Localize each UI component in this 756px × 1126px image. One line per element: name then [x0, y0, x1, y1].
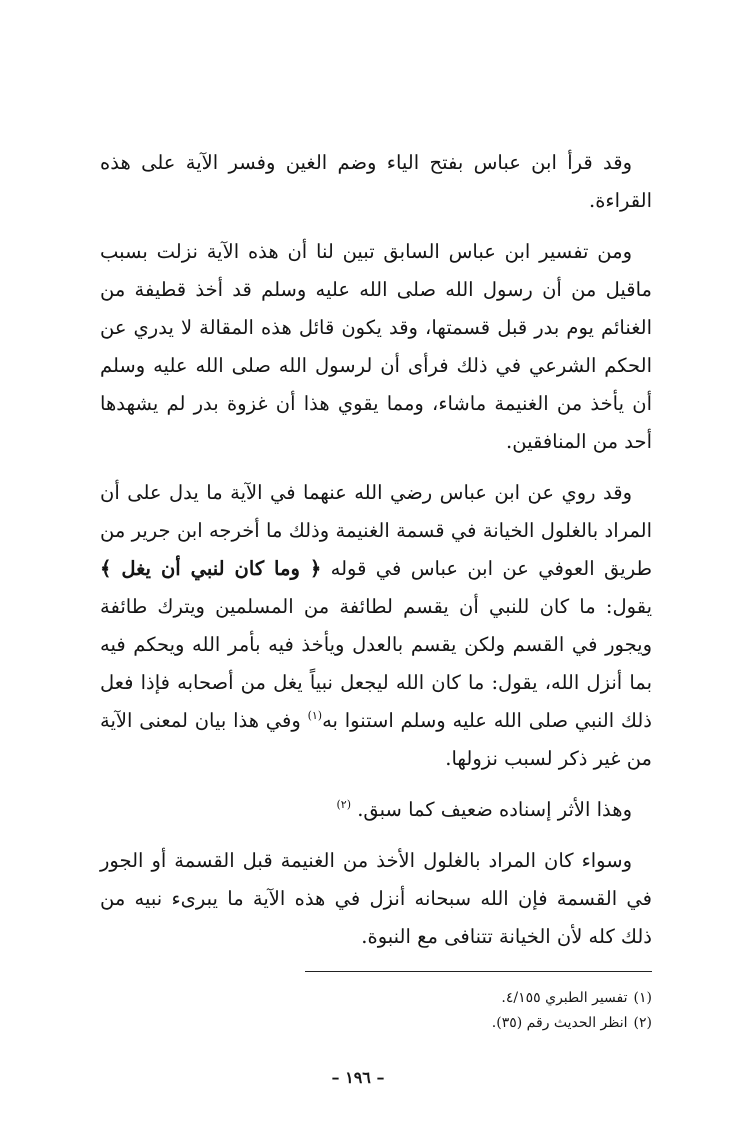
paragraph-4	[100, 791, 652, 829]
text-segment: وقد روي عن ابن عباس رضي الله عنهما في الآية ما يدل على أن المراد بالغلول الخيانة في قسمة الغنيمة وذلك ما أخرجه ابن جرير من طريق العوفي عن ابن عباس في قوله	[100, 481, 652, 580]
paragraph-2	[100, 233, 652, 461]
text-segment: ومن تفسير ابن عباس السابق تبين لنا أن هذه الآية نزلت بسبب ماقيل من أن رسول الله صلى الله عليه وسلم قد أخذ قطيفة من الغنائم يوم بدر قبل قسمتها، وقد يكون قائل هذه المقالة لا يدري عن الحكم الشرعي في ذلك فرأى أن لرسول الله صلى الله عليه وسلم أن يأخذ من الغنيمة ماشاء، ومما يقوي هذا أن غزوة بدر لم يشهدها أحد من المنافقين.	[100, 240, 652, 453]
paragraph-1	[100, 144, 652, 220]
footnote-2	[300, 1011, 652, 1036]
text-segment: وسواء كان المراد بالغلول الأخذ من الغنيمة قبل القسمة أو الجور في القسمة فإن الله سبحانه أنزل في هذه الآية ما يبرىء نبيه من ذلك كله لأن الخيانة تتنافى مع النبوة.	[100, 849, 652, 948]
text-segment: وقد قرأ ابن عباس بفتح الياء وضم الغين وفسر الآية على هذه القراءة.	[100, 151, 652, 212]
footnote-text: انظر الحديث رقم (٣٥).	[491, 1015, 628, 1031]
footnotes	[300, 986, 652, 1036]
paragraph-5	[100, 842, 652, 956]
quran-verse-quote: ﴿ وما كان لنبي أن يغل ﴾	[100, 557, 322, 580]
text-segment: وفي هذا بيان لمعنى الآية من غير ذكر لسبب نزولها.	[100, 709, 652, 770]
main-text	[100, 144, 652, 956]
text-segment: يقول: ما كان للنبي أن يقسم لطائفة من المسلمين ويترك طائفة ويجور في القسم ولكن يقسم بالعدل ويأخذ فيه بأمر الله ويحكم فيه بما أنزل الله، يقول: ما كان الله ليجعل نبياً يغل من أصحابه فإذا فعل ذلك النبي صلى الله عليه وسلم استنوا به	[100, 595, 652, 732]
footnote-divider	[305, 971, 652, 972]
footnote-number: (١)	[633, 990, 652, 1006]
footnote-reference: (١)	[307, 709, 323, 722]
footnote-reference: (٢)	[336, 798, 352, 811]
text-segment: وهذا الأثر إسناده ضعيف كما سبق.	[351, 798, 632, 821]
page-number: – ١٩٦ –	[331, 1068, 385, 1087]
footnote-1	[300, 986, 652, 1011]
footnote-number: (٢)	[633, 1015, 652, 1031]
footnote-text: تفسير الطبري ٤/١٥٥.	[501, 990, 628, 1006]
paragraph-3	[100, 474, 652, 778]
